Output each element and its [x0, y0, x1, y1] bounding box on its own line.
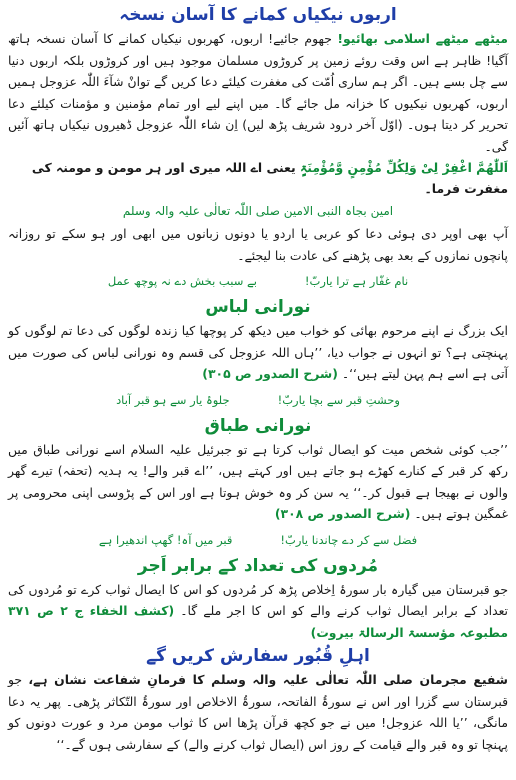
section-1-body	[8, 320, 508, 385]
dua-translation: یعنی اے اللہ میری اور ہر مومن و مومنہ کی مغفرت فرما۔	[31, 160, 508, 196]
verse-1-left: بے سبب بخش دے نہ پوچھ عمل	[107, 274, 257, 288]
dua-arabic: اَللّٰھُمَّ اغْفِرْ لِیْ وَلِکُلِّ مُؤْمِنٍ وَّمُؤْمِنَۃٍ	[300, 160, 508, 175]
section-1-reference: (شرح الصدور ص ۳۰۵)	[202, 366, 338, 381]
verse-couplet-3	[8, 529, 508, 551]
section-1-text: ایک بزرگ نے اپنے مرحوم بھائی کو خواب میں دیکھ کر پوچھا کیا زندہ لوگوں کی دعا تم لوگوں کو پہنچتی ہے؟ تو انہوں نے جواب دیا، ’’ہاں اللہ عزوجل کی قسم وہ نورانی لباس کی صورت میں آتی ہے اسے ہم پہن لیتے ہیں‘‘۔	[8, 323, 508, 381]
verse-2-left: جلوۂ یار سے ہو قبر آباد	[116, 392, 230, 407]
intro-lead: میٹھے میٹھے اسلامی بھائیو!	[337, 31, 508, 46]
intro-closing: آپ بھی اوپر دی ہوئی دعا کو عربی یا اردو یا دونوں زبانوں میں ابھی اور ہو سکے تو روزانہ پانچوں نمازوں کے بعد بھی پڑھنے کی عادت بنا لیجئے۔	[8, 226, 508, 263]
section-4-lead: شفیع مجرمان صلی اللّٰہ تعالٰی علیہ والہ وسلم کا فرمانِ شفاعت نشان ہے،	[28, 672, 508, 687]
intro-body: جھوم جائیے! اربوں، کھربوں نیکیاں کمانے کا آسان نسخہ ہاتھ آگیا! ظاہر ہے اس وقت روئے زمین پر کروڑوں مسلمان موجود ہیں اور کروڑوں بلکہ اربوں دنیا سے چل بسے ہیں۔ اگر ہم ساری اُمّت کی مغفرت کیلئے دعا کریں گے توانْ شآءَ اللّٰہ عزوجل ہمیں اربوں، کھربوں نیکیوں کا خزانہ مل جائے گا۔ میں اپنے لیے اور تمام مؤمنین و مؤمنات کیلئے دعا تحریر کر دیتا ہوں۔ (اوّل آخر درود شریف پڑھ لیں) اِن شاء اللّٰہ عزوجل ڈھیروں نیکیاں ہاتھ آئیں گی۔	[8, 31, 508, 154]
section-4-text: جو قبرستان سے گزرا اور اس نے سورۃُ الفاتحہ، سورۃُ الاخلاص اور سورۃُ التّکاثر پڑھی۔ پھر یہ دعا مانگی، ’’یا اللہ عزوجل! میں نے جو کچھ قرآن پڑھا اس کا ثواب مومن مرد و عورت دونوں کو پہنچا تو وہ قبر والے قیامت کے روز اس (ایصال ثواب کرنے والے) کے سفارشی ہوں گے۔‘‘	[8, 672, 508, 752]
section-3-text: جو قبرستان میں گیارہ بار سورۂ اِخلاص پڑھ کر مُردوں کو اس کا ایصال ثواب کرے تو مُردوں کی تعداد کے برابر ایصال ثواب کرنے والے کو اس کا اجر ملے گا۔	[8, 581, 509, 618]
verse-1-right: نام غفّار ہے ترا یاربّ!	[304, 274, 409, 288]
amen-line: امین بجاہ النبی الامین صلی اللّٰہ تعالٰی علیہ والہ وسلم	[122, 204, 394, 218]
verse-3-left: قبر میں آہ! گھپ اندھیرا ہے	[98, 532, 233, 547]
section-3-reference: (کشف الخفاء ج ۲ ص ۳۷۱ مطبوعہ مؤسسۃ الرسالۃ بیروت)	[8, 603, 508, 640]
section-title-murdon-ki-tadad: مُردوں کی تعداد کے برابر اَجر	[137, 555, 379, 576]
section-title-nurani-tabaq: نورانی طباق	[204, 415, 312, 436]
verse-3-right: فضل سے کر دے چاندنا یاربّ!	[280, 532, 418, 547]
section-title-nurani-libas: نورانی لباس	[205, 297, 311, 317]
section-2-reference: (شرح الصدور ص ۳۰۸)	[274, 506, 411, 521]
section-title-ahle-qubur: اہلِ قُبُور سفارش کریں گے	[146, 646, 370, 666]
section-3-body	[8, 579, 508, 644]
section-2-text: ’’جب کوئی شخص میت کو ایصال ثواب کرتا ہے تو جبرئیل علیہ السلام اسے نورانی طباق میں رکھ کر قبر کے کنارے کھڑے ہو جاتے ہیں اور کہتے ہیں، ’’اے قبر والے! یہ ہدیہ (تحفہ) تیرے گھر والوں نے بھیجا ہے قبول کر۔‘‘ یہ سن کر وہ خوش ہوتا ہے اور اس کے پڑوسی اپنی محرومی پر غمگین ہوتے ہیں۔	[8, 441, 508, 521]
section-4-body	[8, 669, 508, 755]
intro-paragraph	[8, 28, 508, 157]
verse-couplet-2	[8, 389, 508, 411]
dua-line	[8, 157, 508, 199]
page-title: اربوں نیکیاں کمانے کا آسان نسخہ	[119, 5, 397, 25]
verse-couplet-1	[8, 270, 508, 292]
verse-2-right: وحشتِ قبر سے بچا یاربّ!	[277, 392, 400, 407]
section-2-body	[8, 439, 508, 525]
